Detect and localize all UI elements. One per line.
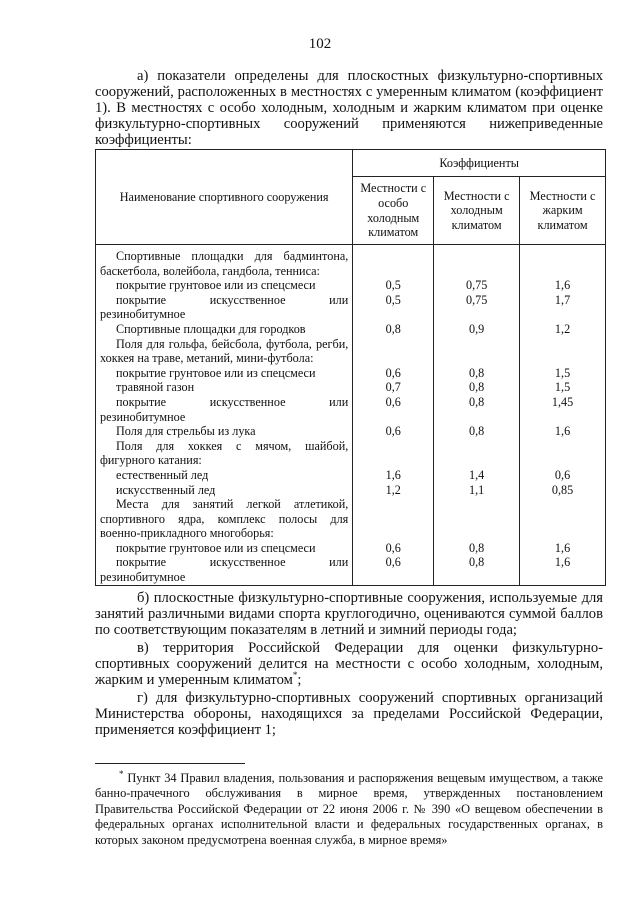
- table-row: [96, 468, 606, 483]
- header-cold: Местности с холодным климатом: [434, 177, 520, 245]
- coefficient-hot-cell: 1,6: [520, 424, 606, 439]
- coefficient-cold-cell: 0,8: [434, 395, 520, 424]
- facility-name-cell: Поля для стрельбы из лука: [96, 424, 353, 439]
- table-row: [96, 278, 606, 293]
- coefficient-hot-cell: 0,6: [520, 468, 606, 483]
- paragraph-b: б) плоскостные физкультурно-спортивные сооружения, используемые для занятий различными видами спорта круглогодично, оцениваются суммой баллов по соответствующим показателям в летний и зимний периоды года;: [95, 590, 603, 638]
- table-row: [96, 395, 606, 424]
- paragraph-v-text: в) территория Российской Федерации для оценки физкультурно-спортивных сооружений делится на местности с особо холодным, холодным, жарким и умеренным климатом: [95, 640, 603, 688]
- coefficient-very-cold-cell: 0,5: [353, 293, 434, 322]
- coefficient-very-cold-cell: 0,6: [353, 424, 434, 439]
- coefficient-cold-cell: 1,4: [434, 468, 520, 483]
- facility-name-cell: Спортивные площадки для бадминтона, баскетбола, волейбола, гандбола, тенниса:: [96, 245, 353, 279]
- facility-name-cell: Поля для хоккея с мячом, шайбой, фигурного катания:: [96, 439, 353, 468]
- facility-name-cell: покрытие искусственное или резинобитумное: [96, 555, 353, 585]
- table-row: [96, 380, 606, 395]
- footnote: [95, 768, 603, 848]
- coefficient-hot-cell: 1,5: [520, 380, 606, 395]
- coefficient-cold-cell: 0,8: [434, 366, 520, 381]
- footnote-divider: [95, 763, 245, 764]
- header-hot: Местности с жарким климатом: [520, 177, 606, 245]
- coefficient-hot-cell: [520, 337, 606, 366]
- facility-name-cell: Места для занятий легкой атлетикой, спортивного ядра, комплекс полосы для военно-прикладного многоборья:: [96, 497, 353, 541]
- coefficient-very-cold-cell: [353, 337, 434, 366]
- coefficient-very-cold-cell: 1,6: [353, 468, 434, 483]
- coefficient-cold-cell: 0,9: [434, 322, 520, 337]
- coefficient-cold-cell: 0,8: [434, 424, 520, 439]
- table-row: [96, 366, 606, 381]
- header-facility-name: Наименование спортивного сооружения: [96, 150, 353, 245]
- table-row: [96, 424, 606, 439]
- facility-name-cell: покрытие грунтовое или из спецсмеси: [96, 366, 353, 381]
- facility-name-cell: покрытие грунтовое или из спецсмеси: [96, 541, 353, 556]
- table-row: [96, 541, 606, 556]
- coefficient-cold-cell: [434, 439, 520, 468]
- coefficient-cold-cell: [434, 337, 520, 366]
- table-row: [96, 497, 606, 541]
- coefficient-very-cold-cell: 1,2: [353, 483, 434, 498]
- coefficient-hot-cell: [520, 439, 606, 468]
- coefficient-cold-cell: [434, 497, 520, 541]
- facility-name-cell: покрытие искусственное или резинобитумное: [96, 395, 353, 424]
- coefficient-very-cold-cell: 0,7: [353, 380, 434, 395]
- coefficient-very-cold-cell: 0,6: [353, 366, 434, 381]
- coefficient-hot-cell: [520, 497, 606, 541]
- table-row: [96, 439, 606, 468]
- facility-name-cell: Поля для гольфа, бейсбола, футбола, регби, хоккея на траве, метаний, мини-футбола:: [96, 337, 353, 366]
- coefficient-very-cold-cell: 0,6: [353, 555, 434, 585]
- header-coefficients: Коэффициенты: [353, 150, 606, 177]
- table-row: [96, 483, 606, 498]
- coefficient-cold-cell: 0,75: [434, 278, 520, 293]
- table-row: [96, 245, 606, 279]
- table-row: [96, 322, 606, 337]
- facility-name-cell: покрытие грунтовое или из спецсмеси: [96, 278, 353, 293]
- coefficients-table: [95, 149, 606, 586]
- facility-name-cell: естественный лед: [96, 468, 353, 483]
- coefficient-very-cold-cell: 0,8: [353, 322, 434, 337]
- coefficient-hot-cell: 1,7: [520, 293, 606, 322]
- facility-name-cell: Спортивные площадки для городков: [96, 322, 353, 337]
- table-row: [96, 555, 606, 585]
- coefficient-hot-cell: 1,6: [520, 278, 606, 293]
- coefficient-very-cold-cell: 0,5: [353, 278, 434, 293]
- page-number: 102: [308, 36, 332, 52]
- paragraph-g: г) для физкультурно-спортивных сооружений спортивных организаций Министерства обороны, находящихся за пределами Российской Федерации, применяется коэффициент 1;: [95, 690, 603, 738]
- coefficient-cold-cell: 1,1: [434, 483, 520, 498]
- coefficient-very-cold-cell: [353, 245, 434, 279]
- coefficient-hot-cell: 1,5: [520, 366, 606, 381]
- coefficient-hot-cell: 1,2: [520, 322, 606, 337]
- facility-name-cell: травяной газон: [96, 380, 353, 395]
- coefficient-cold-cell: [434, 245, 520, 279]
- paragraph-v-end: ;: [297, 672, 302, 688]
- coefficient-hot-cell: 0,85: [520, 483, 606, 498]
- paragraph-v: [95, 640, 603, 688]
- coefficient-very-cold-cell: 0,6: [353, 541, 434, 556]
- coefficient-hot-cell: 1,45: [520, 395, 606, 424]
- footnote-reference: *: [292, 670, 298, 681]
- facility-name-cell: покрытие искусственное или резинобитумное: [96, 293, 353, 322]
- header-very-cold: Местности с особо холодным климатом: [353, 177, 434, 245]
- table-row: [96, 293, 606, 322]
- table-body: [96, 245, 606, 586]
- coefficient-hot-cell: 1,6: [520, 541, 606, 556]
- coefficient-hot-cell: 1,6: [520, 555, 606, 585]
- coefficient-very-cold-cell: [353, 439, 434, 468]
- intro-paragraph: а) показатели определены для плоскостных физкультурно-спортивных сооружений, расположенных в местностях с умеренным климатом (коэффициент 1). В местностях с особо холодным, холодным и жарким климатом при оценке физкультурно-спортивных сооружений применяются нижеприведенные коэффициенты:: [95, 68, 603, 148]
- facility-name-cell: искусственный лед: [96, 483, 353, 498]
- coefficient-cold-cell: 0,8: [434, 380, 520, 395]
- coefficient-cold-cell: 0,8: [434, 541, 520, 556]
- table-row: [96, 337, 606, 366]
- coefficient-very-cold-cell: 0,6: [353, 395, 434, 424]
- coefficient-hot-cell: [520, 245, 606, 279]
- coefficient-cold-cell: 0,8: [434, 555, 520, 585]
- footnote-text: Пункт 34 Правил владения, пользования и распоряжения вещевым имуществом, а также банно-прачечного обслуживания в мирное время, утвержденных постановлением Правительства Российской Федерации от 22 июня 2006 г. № 390 «О вещевом обеспечении в федеральных органах исполнительной власти и федеральных государственных органах, в которых законом предусмотрена военная служба, в мирное время»: [95, 771, 603, 847]
- coefficient-very-cold-cell: [353, 497, 434, 541]
- coefficient-cold-cell: 0,75: [434, 293, 520, 322]
- footnote-mark: *: [119, 768, 124, 779]
